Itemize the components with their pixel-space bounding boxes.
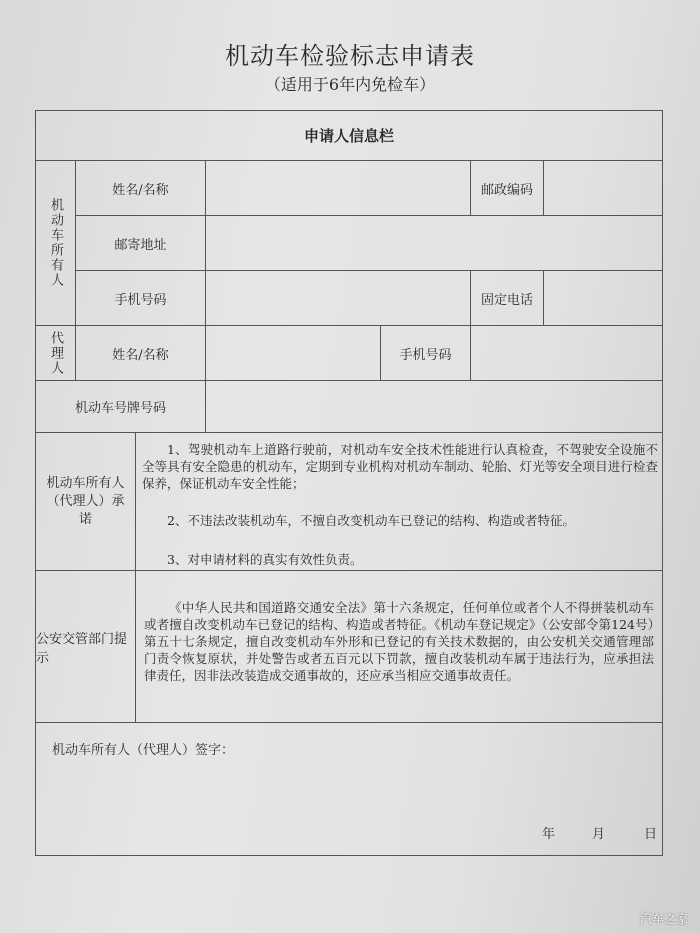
notice-label: 公安交管部门提示 [35, 570, 136, 723]
agent-name-field[interactable] [205, 325, 381, 381]
agent-name-label: 姓名/名称 [75, 325, 206, 381]
commitment-item-2: 2、不违法改装机动车，不擅自改变机动车已登记的结构、构造或者特征。 [167, 513, 575, 528]
owner-name-field[interactable] [205, 160, 471, 216]
commitment-text [135, 432, 663, 571]
signature-year: 年 [542, 827, 556, 842]
postcode-field[interactable] [543, 160, 663, 216]
agent-mobile-field[interactable] [470, 325, 663, 381]
notice-box [135, 570, 663, 723]
agent-mobile-label: 手机号码 [380, 325, 471, 381]
owner-group-label [35, 160, 76, 326]
address-field[interactable] [205, 215, 663, 271]
owner-group-text: 机动车所有人 [48, 198, 63, 288]
watermark: 汽车之家 [639, 912, 688, 926]
postcode-label: 邮政编码 [470, 160, 544, 216]
signature-day: 日 [644, 827, 658, 842]
landline-field[interactable] [543, 270, 663, 326]
owner-mobile-label: 手机号码 [75, 270, 206, 326]
signature-box[interactable] [35, 722, 663, 856]
section-header: 申请人信息栏 [35, 110, 663, 161]
agent-group-label [35, 325, 76, 381]
form-subtitle: （适用于6年内免检车） [264, 75, 436, 94]
address-label: 邮寄地址 [75, 215, 206, 271]
owner-mobile-field[interactable] [205, 270, 471, 326]
commitment-item-3: 3、对申请材料的真实有效性负责。 [167, 552, 363, 567]
owner-name-label: 姓名/名称 [75, 160, 206, 216]
plate-label: 机动车号牌号码 [35, 380, 206, 433]
plate-field[interactable] [205, 380, 663, 433]
landline-label: 固定电话 [470, 270, 544, 326]
form-title: 机动车检验标志申请表 [225, 42, 475, 70]
signature-month: 月 [592, 827, 606, 842]
commitment-label: 机动车所有人（代理人）承诺 [35, 432, 136, 571]
notice-text: 《中华人民共和国道路交通安全法》第十六条规定，任何单位或者个人不得拼装机动车或者擅自改变机动车已登记的结构、构造或者特征。《机动车登记规定》（公安部令第124号）第五十七条规定，擅自改变机动车外形和已登记的有关技术数据的，由公安机关交通管理部门责令恢复原状，并处警告或者五百元以下罚款，擅自改装机动车属于违法行为，应承担法律责任，因非法改装造成交通事故的，还应承当相应交通事故责任。 [144, 600, 654, 683]
agent-group-text: 代理人 [48, 330, 63, 376]
signature-label: 机动车所有人（代理人）签字： [52, 743, 235, 758]
commitment-item-1: 1、驾驶机动车上道路行驶前，对机动车安全技术性能进行认真检查，不驾驶安全设施不全等具有安全隐患的机动车，定期到专业机构对机动车制动、轮胎、灯光等安全项目进行检查保养，保证机动车安全性能； [142, 442, 658, 491]
